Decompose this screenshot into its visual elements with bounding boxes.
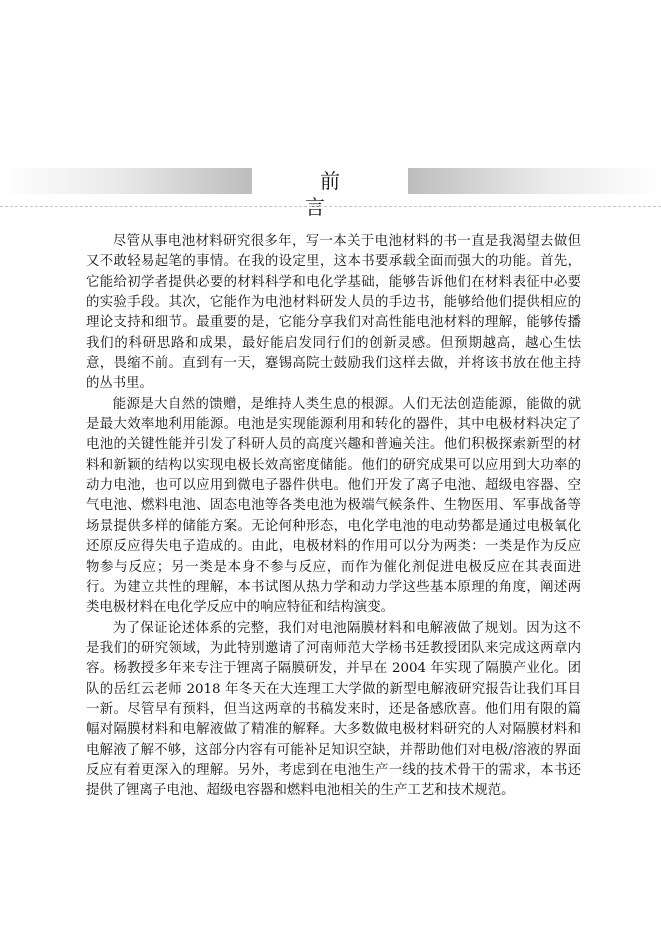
title-band — [0, 168, 661, 219]
title-bar-left — [0, 168, 252, 194]
title-bar-right — [408, 168, 661, 194]
divider-dashed — [0, 206, 661, 207]
page-title: 前 言 — [305, 169, 370, 219]
preface-body — [86, 232, 581, 802]
paragraph: 尽管从事电池材料研究很多年，写一本关于电池材料的书一直是我渴望去做但又不敢轻易起笔的事情。在我的设定里，这本书要承载全面而强大的功能。首先，它能给初学者提供必要的材料科学和电化学基础，能够告诉他们在材料表征中必要的实验手段。其次，它能作为电池材料研发人员的手边书，能够给他们提供相应的理论支持和细节。最重要的是，它能分享我们对高性能电池材料的理解，能够传播我们的科研思路和成果，最好能启发同行们的创新灵感。但预期越高，越心生怯意，畏缩不前。直到有一天，蹇锡高院士鼓励我们这样去做，并将该书放在他主持的丛书里。 — [86, 234, 581, 392]
paragraph: 能源是大自然的馈赠，是维持人类生息的根源。人们无法创造能源，能做的就是最大效率地利用能源。电池是实现能源利用和转化的器件，其中电极材料决定了电池的关键性能并引发了科研人员的高度兴趣和普遍关注。他们积极探索新型的材料和新颖的结构以实现电极长效高密度储能。他们的研究成果可以应用到大功率的动力电池，也可以应用到微电子器件供电。他们开发了离子电池、超级电容器、空气电池、燃料电池、固态电池等各类电池为极端气候条件、生物医用、军事战备等场景提供多样的储能方案。无论何种形态，电化学电池的电动势都是通过电极氧化还原反应得失电子造成的。由此，电极材料的作用可以分为两类：一类是作为反应物参与反应；另一类是本身不参与反应，而作为催化剂促进电极反应在其表面进行。为建立共性的理解，本书试图从热力学和动力学这些基本原理的角度，阐述两类电极材料在电化学反应中的响应特征和结构演变。 — [86, 396, 581, 616]
paragraph: 为了保证论述体系的完整，我们对电池隔膜材料和电解液做了规划。因为这不是我们的研究领域，为此特别邀请了河南师范大学杨书廷教授团队来完成这两章内容。杨教授多年来专注于锂离子隔膜研发，并早在 2004 年实现了隔膜产业化。团队的岳红云老师 2018 年冬天在大连理工大学做的新型电解液研究报告让我们耳目一新。尽管早有预料，但当这两章的书稿发来时，还是备感欣喜。他们用有限的篇幅对隔膜材料和电解液做了精准的解释。大多数做电极材料研究的人对隔膜材料和电解液了解不够，这部分内容有可能补足知识空缺，并帮助他们对电极/溶液的界面反应有着更深入的理解。另外，考虑到在电池生产一线的技术骨干的需求，本书还提供了锂离子电池、超级电容器和燃料电池相关的生产工艺和技术规范。 — [86, 620, 581, 799]
